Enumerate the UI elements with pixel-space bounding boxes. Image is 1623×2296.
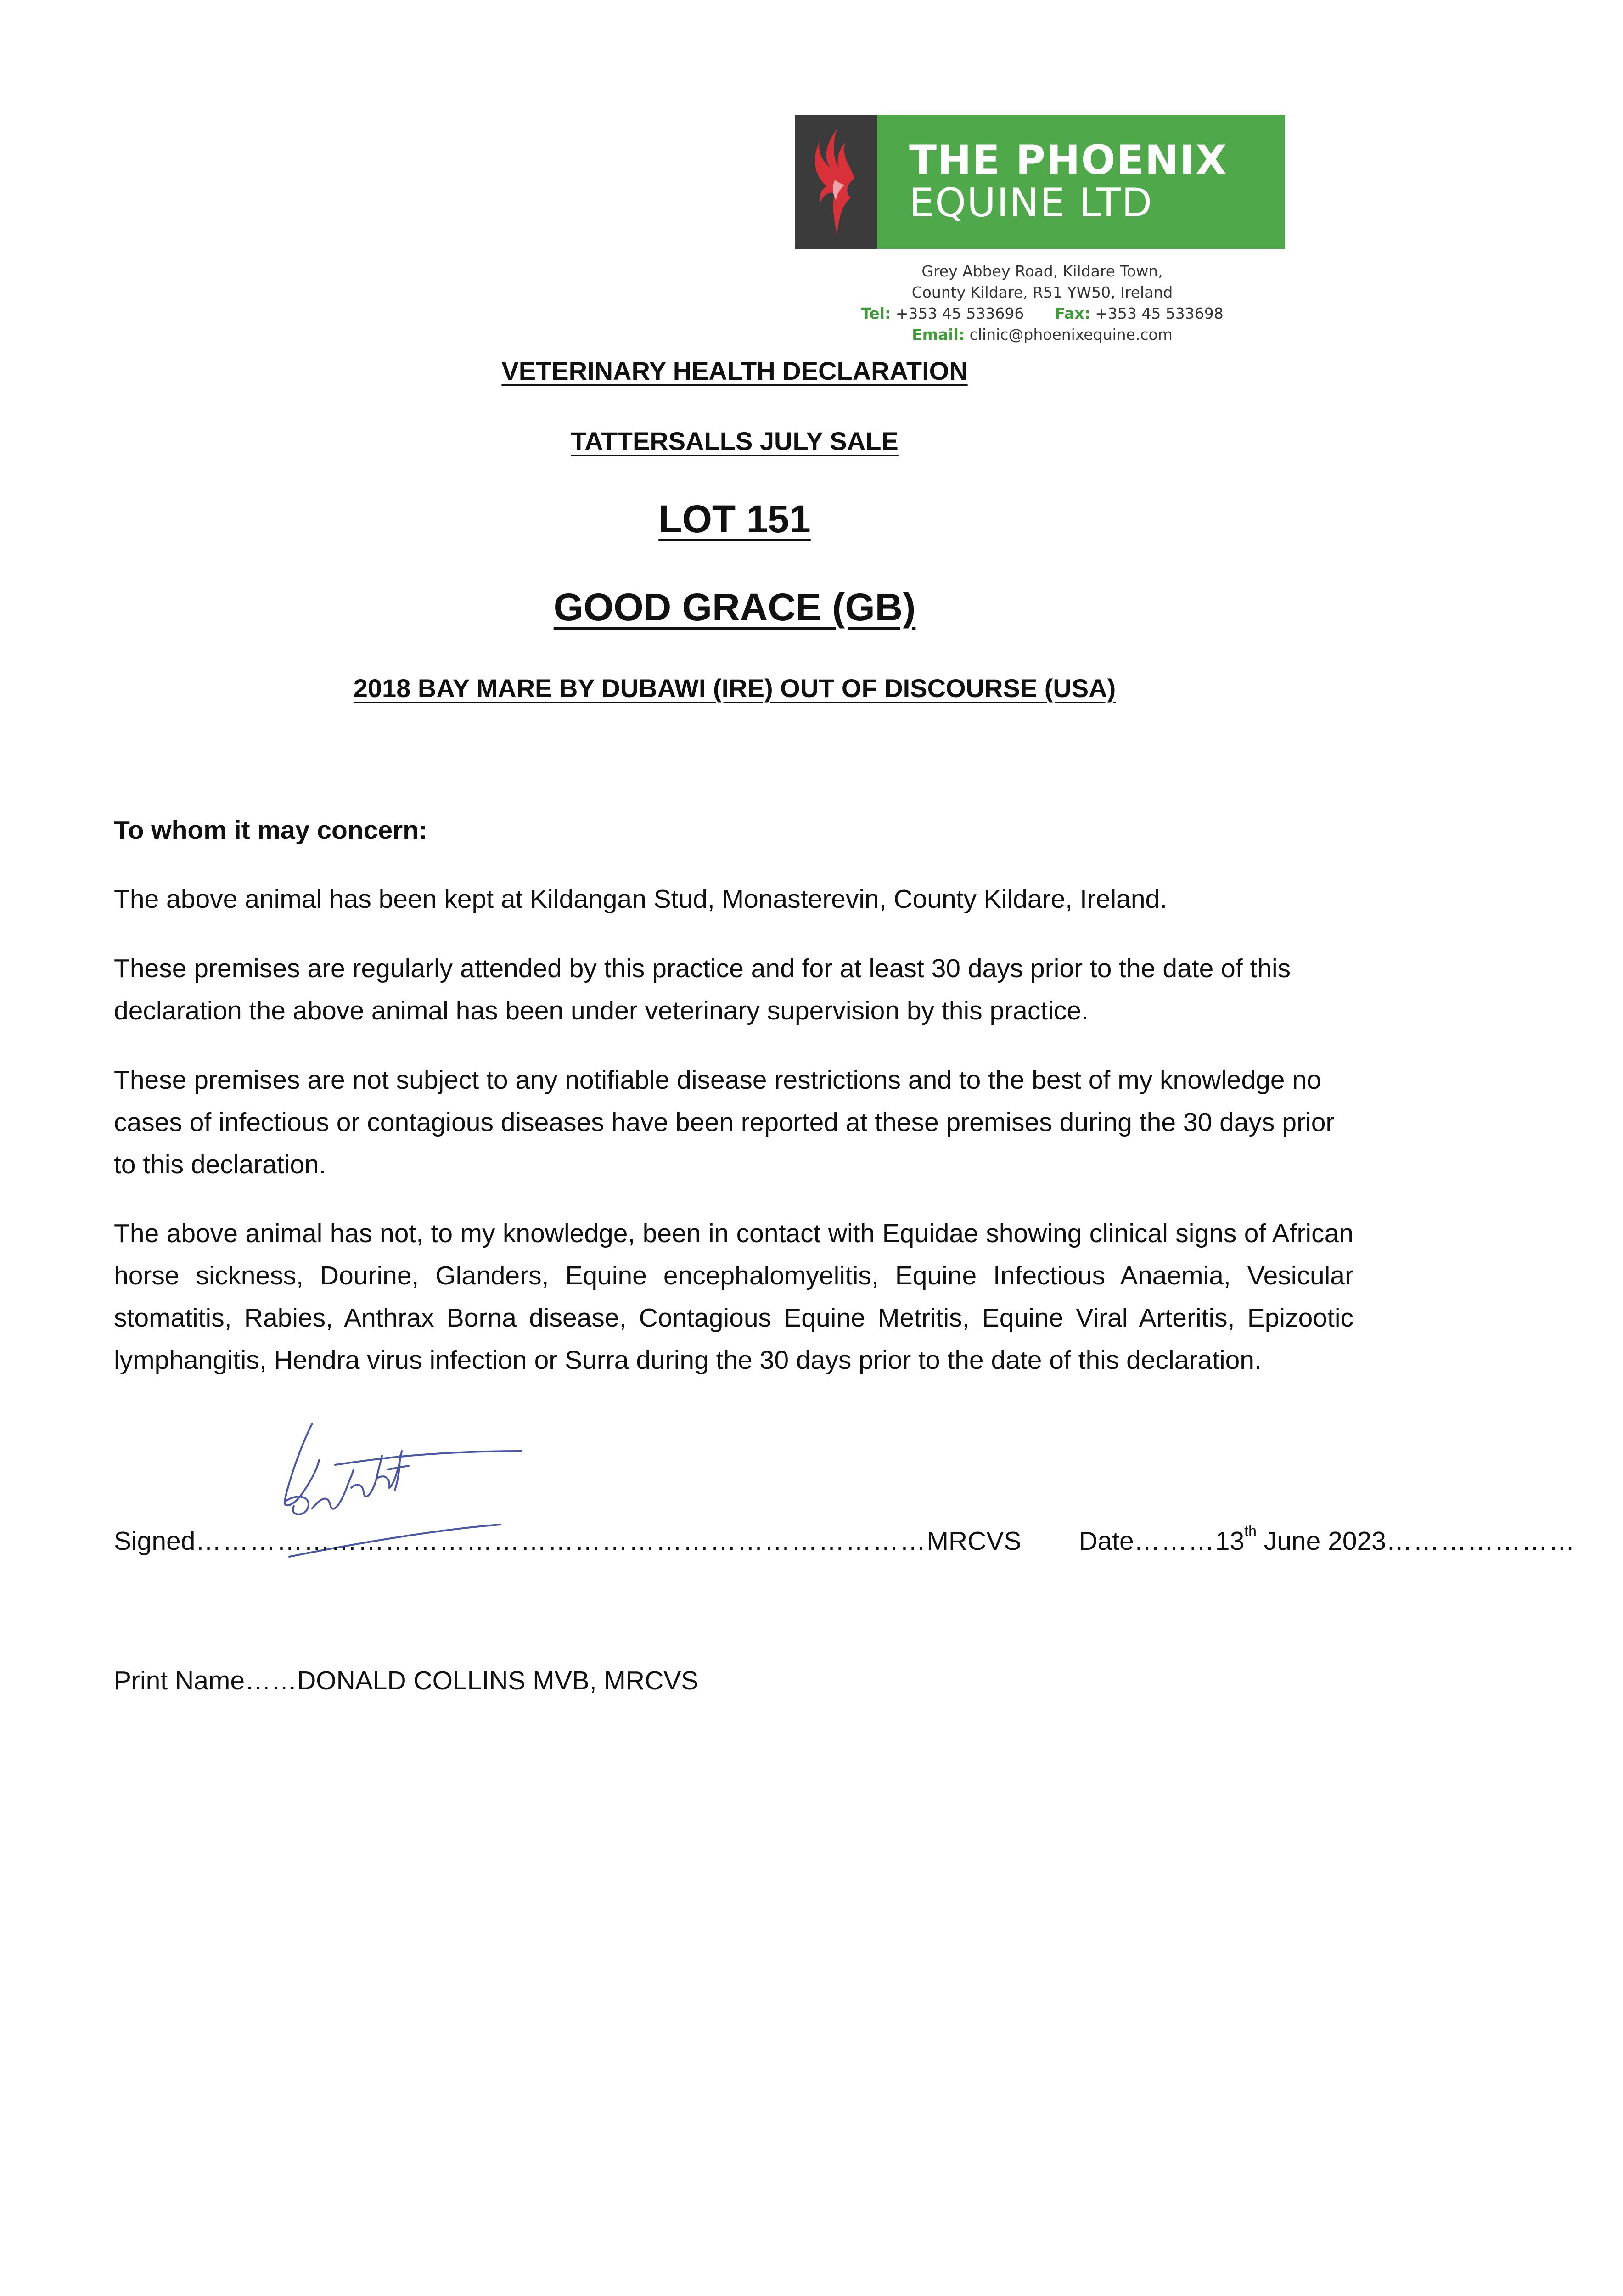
print-name-value: DONALD COLLINS MVB, MRCVS <box>297 1666 699 1695</box>
date-day: 13 <box>1215 1526 1245 1556</box>
fax-label: Fax: <box>1055 304 1090 322</box>
signed-label: Signed <box>114 1526 196 1556</box>
lot-number: LOT 151 <box>658 497 811 540</box>
fax-value: +353 45 533698 <box>1095 304 1224 322</box>
phone-fax-line <box>817 303 1267 324</box>
pedigree-line: 2018 BAY MARE BY DUBAWI (IRE) OUT OF DISCOURSE (USA) <box>353 674 1116 703</box>
email-value: clinic@phoenixequine.com <box>969 326 1173 343</box>
paragraph-supervision: These premises are regularly attended by this practice and for at least 30 days prior to the date of this declaration the above animal has been under veterinary supervision by this practice. <box>114 954 1291 1025</box>
company-logo <box>795 115 1285 249</box>
tel-value: +353 45 533696 <box>895 304 1024 322</box>
print-name-label: Print Name <box>114 1666 245 1695</box>
date-dots-before: ……… <box>1134 1526 1215 1556</box>
phoenix-flame-icon <box>809 124 864 239</box>
signature-line <box>114 1520 1576 1562</box>
company-name-line2: EQUINE LTD <box>909 180 1153 226</box>
tel-label: Tel: <box>861 304 891 322</box>
horse-name: GOOD GRACE (GB) <box>553 585 916 629</box>
sale-title: TATTERSALLS JULY SALE <box>571 427 899 456</box>
logo-mark <box>795 115 877 249</box>
email-label: Email: <box>912 326 965 343</box>
date-label: Date <box>1078 1526 1134 1556</box>
email-line <box>817 324 1267 345</box>
address-line1: Grey Abbey Road, Kildare Town, <box>921 262 1163 280</box>
mrcvs-label: MRCVS <box>927 1526 1022 1556</box>
declaration-title: VETERINARY HEALTH DECLARATION <box>501 356 968 385</box>
paragraph-kept-at: The above animal has been kept at Kildangan Stud, Monasterevin, County Kildare, Ireland. <box>114 884 1168 914</box>
company-address <box>817 261 1267 345</box>
print-name-line <box>114 1660 698 1702</box>
paragraph-no-contact: The above animal has not, to my knowledge, been in contact with Equidae showing clinical signs of African horse sickness, Dourine, Glanders, Equine encephalomyelitis, Equine Infectious Anaemia, Vesicular stomatitis, Rabies, Anthrax Borna disease, Contagious Equine Metritis, Equine Viral Arteritis, Epizootic lymphangitis, Hendra virus infection or Surra during the 30 days prior to the date of this declaration. <box>114 1219 1353 1375</box>
date-dots-after: ………………… <box>1386 1526 1576 1556</box>
company-name-line1: THE PHOENIX <box>909 136 1228 184</box>
paragraph-no-restrictions: These premises are not subject to any notifiable disease restrictions and to the best of my knowledge no cases of infectious or contagious diseases have been reported at these premises during the 30 days prior to this declaration. <box>114 1065 1335 1179</box>
print-name-dots: …… <box>245 1666 298 1695</box>
address-line2: County Kildare, R51 YW50, Ireland <box>911 283 1173 301</box>
date-suffix: th <box>1244 1523 1257 1539</box>
signature-image <box>243 1414 556 1589</box>
signed-dots: ……………………………………………………………………… <box>195 1526 927 1556</box>
salutation: To whom it may concern: <box>114 816 428 845</box>
date-rest: June 2023 <box>1256 1526 1386 1556</box>
